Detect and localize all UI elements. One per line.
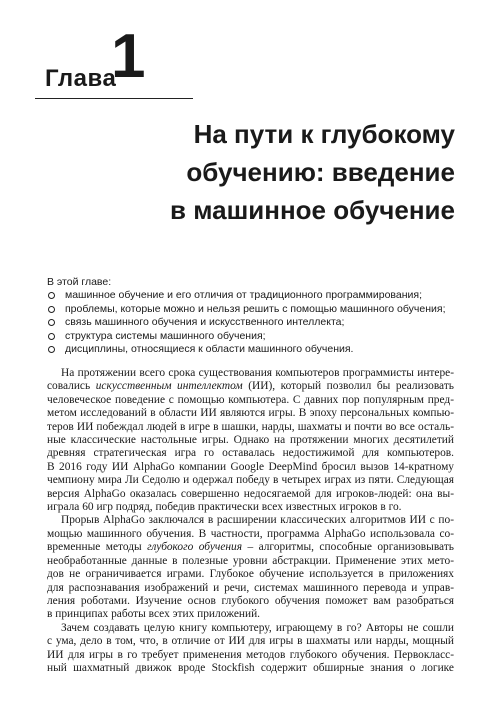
circle-bullet-icon (48, 333, 55, 340)
chapter-number: 1 (111, 22, 146, 91)
text-line: дов не ограничивается играми. Глубокое обучение используется в приложениях (47, 568, 454, 581)
circle-bullet-icon (48, 306, 55, 313)
text-line: ления роботами. Изучение основ глубокого обучения поможет вам разобраться (47, 594, 454, 607)
intro-item (47, 316, 467, 329)
italic-term: глубокого обучения (147, 541, 243, 554)
text-line: Прорыв AlphaGo заключался в расширении классических алгоритмов ИИ с по- (61, 514, 454, 527)
intro-item-text: машинное обучение и его отличия от традиционного программирования; (65, 289, 422, 302)
text-line: необработанные данные в полезные уровни абстракции. Применение этих мето- (47, 554, 454, 567)
paragraph-3 (47, 622, 454, 676)
intro-item (47, 330, 467, 343)
italic-term: искусственным интеллектом (95, 380, 243, 393)
intro-item-text: дисциплины, относящиеся к области машинного обучения. (65, 343, 354, 356)
text-line: в принципах работы всех этих приложений. (47, 608, 261, 621)
text-span: – алгоритмы, способные организовывать (242, 541, 454, 554)
text-line: В 2016 году ИИ AlphaGo компании Google DeepMind бросил вызов 14-кратному (47, 460, 454, 473)
intro-item (47, 303, 467, 316)
chapter-title-line: обучению: введение (186, 157, 455, 187)
text-span: совались (47, 380, 96, 393)
text-line: мощью машинного обучения. В частности, программа AlphaGo использовала со- (47, 527, 454, 540)
text-span: (ИИ), который позволил бы реализовать (242, 380, 454, 393)
text-line: играла 60 игр подряд, победив практически всех известных игроков в го. (47, 501, 402, 514)
text-line: древняя стратегическая игра го оставалась недостижимой для компьютеров. (47, 447, 454, 460)
intro-item (47, 289, 467, 302)
intro-item-text: проблемы, которые можно и нельзя решить с помощью машинного обучения; (65, 302, 446, 315)
text-line: ные классические настольные игры. Однако на протяжении многих десятилетий (47, 434, 454, 447)
circle-bullet-icon (48, 292, 55, 299)
text-line (47, 541, 454, 554)
chapter-title-line: На пути к глубокому (193, 119, 455, 149)
intro-heading: В этой главе: (47, 276, 112, 288)
circle-bullet-icon (48, 319, 55, 326)
text-line: чемпиону мира Ли Седолю и одержал победу в четырех играх из пяти. Следующая (47, 474, 454, 487)
intro-item (47, 343, 467, 356)
text-line: с ума, дело в том, что, в отличие от ИИ для игры в шахматы или нарды, мощный (47, 635, 454, 648)
text-line: На протяжении всего срока существования компьютеров программисты интере- (61, 367, 454, 379)
circle-bullet-icon (48, 346, 55, 353)
intro-item-text: структура системы машинного обучения; (65, 329, 266, 342)
paragraph-2 (47, 514, 454, 621)
chapter-intro (47, 276, 467, 356)
text-line: версия AlphaGo оказалась совершенно недосягаемой для игроков-людей: она вы- (47, 487, 454, 500)
body-text (47, 367, 454, 675)
text-span: временные методы (47, 541, 148, 554)
paragraph-1 (47, 367, 454, 514)
text-line: метом исследований в области ИИ являются игры. В эпоху персональных компью- (47, 407, 454, 420)
chapter-label (35, 22, 193, 99)
text-line: человеческое поведение с помощью компьютера. С давних пор популярным пред- (47, 393, 454, 406)
intro-list (47, 289, 467, 356)
chapter-title (75, 115, 455, 229)
text-line: ИИ для игры в го требует применения методов глубокого обучения. Первокласс- (47, 648, 454, 661)
text-line: теров ИИ побеждал людей в игре в шашки, нарды, шахматы и почти во все осталь- (47, 420, 454, 433)
chapter-title-line: в машинное обучение (170, 195, 455, 225)
text-line: ный шахматный движок вроде Stockfish содержит обширные знания о логике (47, 661, 454, 674)
text-line: Зачем создавать целую книгу компьютеру, играющему в го? Авторы не сошли (61, 621, 454, 634)
text-line: для распознавания изображений и речи, системах машинного перевода и управ- (47, 581, 454, 594)
text-line (47, 380, 454, 393)
intro-item-text: связь машинного обучения и искусственного интеллекта; (65, 316, 345, 329)
chapter-word: Глава (45, 65, 117, 92)
